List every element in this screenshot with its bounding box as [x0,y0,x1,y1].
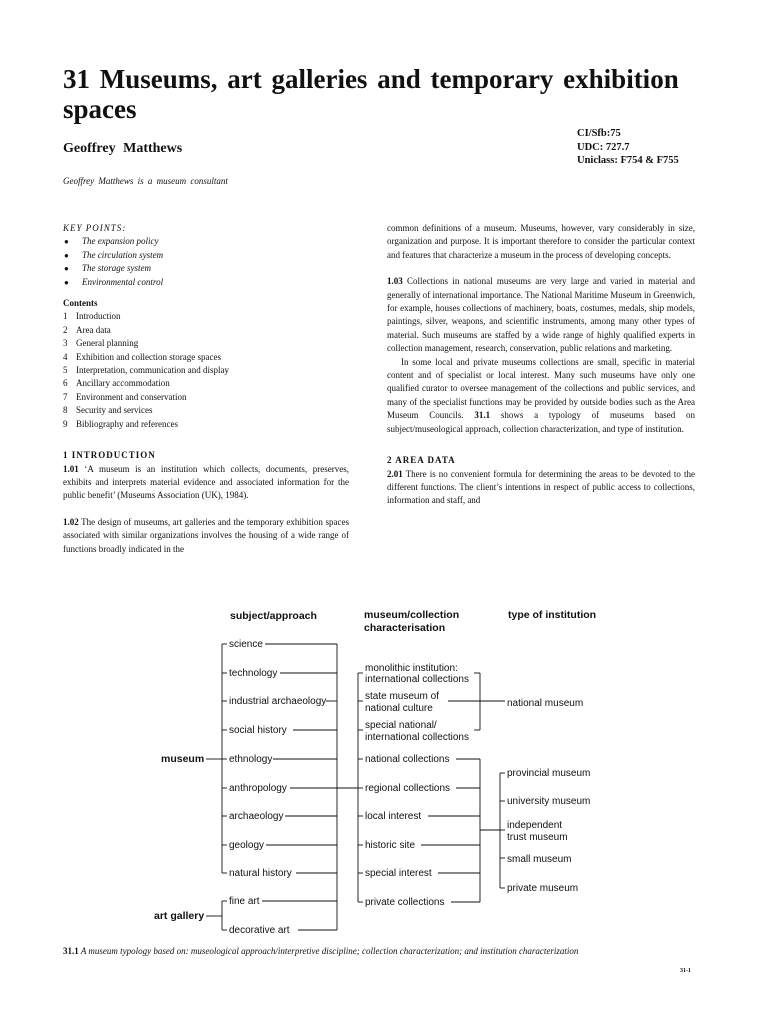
paragraph-text: There is no convenient formula for determining the areas to be devoted to the different functions. The client’s intentions in respect of public access to collections, information and staff, and [387,468,696,506]
contents-number: 8 [63,405,68,416]
contents-label: Exhibition and collection storage spaces [76,351,221,362]
paragraph-number: 1.03 [387,276,403,287]
contents-number: 2 [63,324,68,335]
diagram-institution-node: independent [507,820,563,831]
contents-label: Bibliography and references [76,418,178,429]
key-points-heading: KEY POINTS: [63,223,127,233]
contents-number: 1 [63,311,68,322]
contents-label: Area data [76,324,111,335]
contents-label: Environment and conservation [76,391,187,402]
diagram-subject-node: anthropology [229,783,287,794]
paragraph-text: The design of museums, art galleries and the temporary exhibition spaces associated with similar organizations involves the housing of a wide range of functions broadly indicated in the [63,516,349,554]
diagram-collection-node: special interest [365,868,432,879]
diagram-collection-node: state museum of [365,691,439,702]
contents-number: 4 [63,351,68,362]
diagram-root-museum: museum [161,753,205,765]
paragraph-text: ‘A museum is an institution which collects, documents, preserves, exhibits and interprets material evidence and associated information for the public benefit’ (Museums Association (UK), 1984). [63,463,350,501]
diagram-subject-node: archaeology [229,811,284,822]
diagram-subject-node: industrial archaeology [229,696,327,707]
diagram-subject-node: science [229,639,263,650]
author-name: Geoffrey Matthews [63,141,183,156]
diagram-collection-node: monolithic institution: [365,663,458,674]
diagram-subject-node: social history [229,725,287,736]
contents-number: 7 [63,391,68,402]
diagram-collection-node: international collections [365,732,469,743]
key-point-item: ● The circulation system [63,249,349,262]
paragraph-continued: common definitions of a museum. Museums, however, vary considerably in size, organization and purpose. It is important therefore to consider the particular context and features that characterize a museum in the process of developing concepts. [387,223,695,260]
diagram-collection-node: national culture [365,703,433,714]
contents-label: Ancillary accommodation [76,378,170,389]
author-affiliation: Geoffrey Matthews is a museum consultant [63,176,228,186]
diagram-subject-node: ethnology [229,754,273,765]
diagram-institution-node: provincial museum [507,768,591,779]
diagram-collection-node: private collections [365,897,445,908]
contents-label: Security and services [76,405,153,416]
diagram-art-subject-node: fine art [229,896,260,907]
diagram-collection-node: local interest [365,811,422,822]
diagram-collection-node: regional collections [365,783,451,794]
paragraph-text: Collections in national museums are very large and varied in material and generally of international importance. The National Maritime Museum in Greenwich, for example, houses collections of machinery, boats, costumes, medals, ship models, paintings, silver, weapons, and scientific instruments, among many other types of material. Such museums are staffed by a wide range of highly qualified experts in collection management, research, conservation, public relations and marketing. [387,276,696,354]
page-title: 31 Museums, art galleries and temporary exhibition spaces [63,64,679,124]
classification-line: UDC: 727.7 [577,141,630,153]
contents-number: 9 [63,418,68,429]
diagram-institution-node: small museum [507,854,572,865]
contents-number: 3 [63,338,68,349]
key-point-item: ● The expansion policy [63,235,349,248]
diagram-heading-collection: characterisation [364,622,446,634]
figure-caption-text: A museum typology based on: museological approach/interpretive discipline; collection characterization; and institution characterization [80,946,579,956]
diagram-institution-node: private museum [507,883,579,894]
diagram-subject-node: technology [229,668,278,679]
paragraph-text: In some local and private museums collections are small, specific in material content and of specialist or local interest. Many such museums have only one qualified curator to oversee management of the collections and public services, and many of the specialist functions may be provided by outside bodies such as the Area Museum Councils. [387,356,695,421]
figure-reference: 31.1 [474,410,491,421]
diagram-subject-node: natural history [229,868,292,879]
key-point-item: ● The storage system [63,262,349,275]
diagram-collection-node: international collections [365,674,469,685]
section-heading-introduction: 1 INTRODUCTION [63,450,156,461]
contents-heading: Contents [63,298,98,309]
contents-label: Introduction [76,311,121,322]
paragraph-number: 2.01 [387,468,403,479]
section-heading-area-data: 2 AREA DATA [387,455,456,466]
paragraph-number: 1.01 [63,463,79,474]
page-number: 31-1 [680,968,691,974]
contents-label: General planning [76,338,139,349]
classification-line: CI/Sfb:75 [577,128,621,139]
diagram-heading-institution: type of institution [508,609,597,621]
figure-caption [63,945,673,958]
diagram-institution-node: trust museum [507,832,568,843]
key-point-item: ● Environmental control [63,276,349,289]
diagram-collection-node: national collections [365,754,450,765]
contents-number: 5 [63,365,68,376]
classification-line: Uniclass: F754 & F755 [577,155,679,166]
diagram-art-subject-node: decorative art [229,925,290,936]
diagram-institution-node: university museum [507,796,591,807]
diagram-heading-subject: subject/approach [230,610,317,622]
contents-label: Interpretation, communication and display [76,365,229,376]
diagram-institution-node-national: national museum [507,698,584,709]
paragraph-text: shows a typology of museums based on subject/museological approach, collection characterization, and type of institution. [387,410,695,434]
paragraph-number: 1.02 [63,516,79,527]
diagram-collection-node: historic site [365,840,416,851]
diagram-root-art-gallery: art gallery [154,910,205,922]
figure-caption-ref: 31.1 [63,946,79,956]
diagram-heading-collection: museum/collection [364,609,460,621]
contents-number: 6 [63,378,68,389]
diagram-subject-node: geology [229,840,265,851]
diagram-collection-node: special national/ [365,720,437,731]
